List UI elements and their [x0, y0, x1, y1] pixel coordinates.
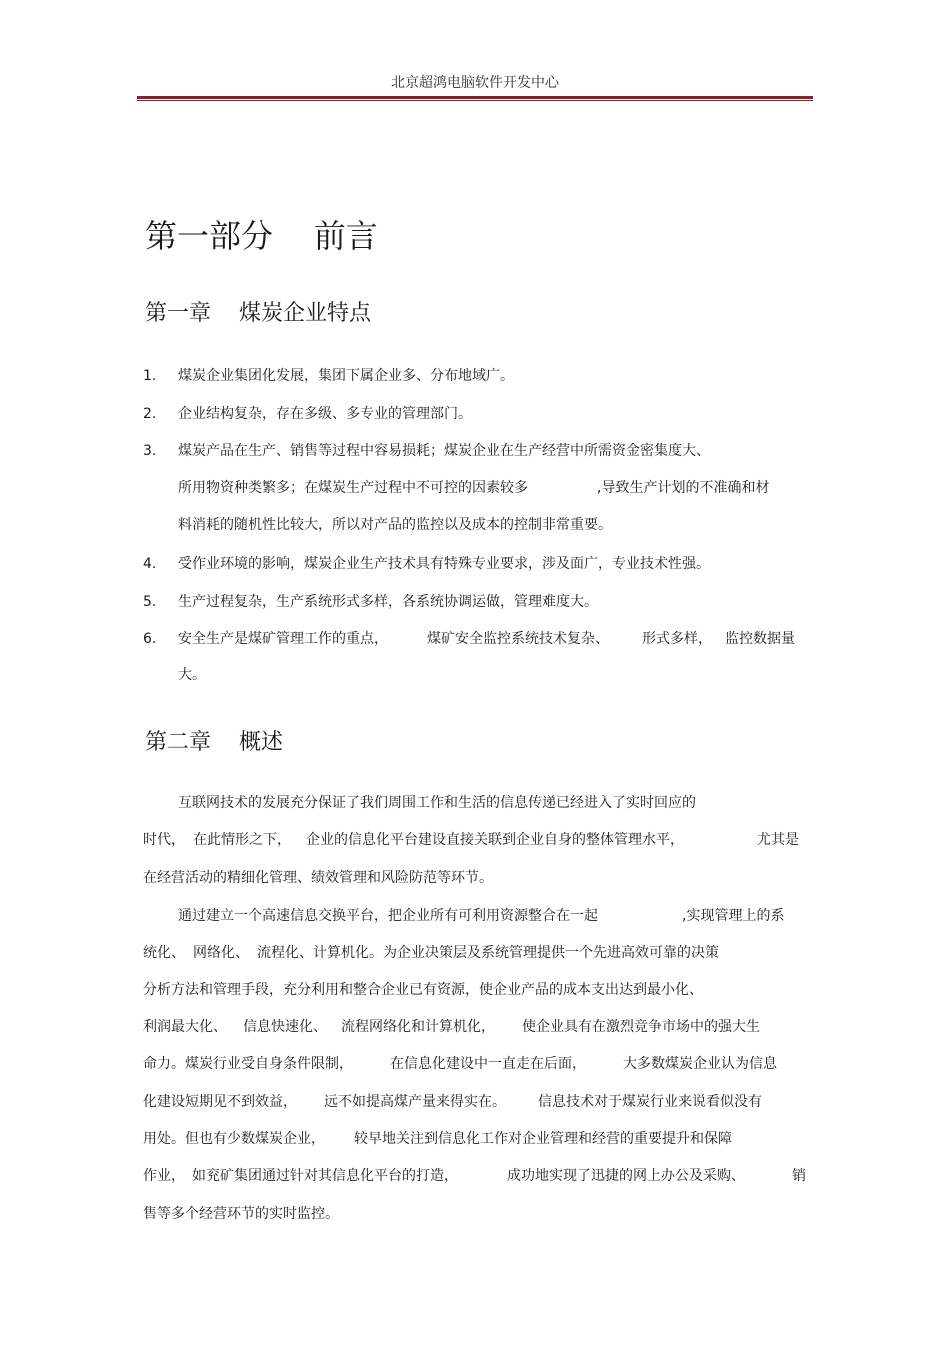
list-text: 形式多样， [642, 631, 712, 647]
chapter2-title: 第二章 概述 [145, 730, 283, 755]
paragraph-line: 信息快速化、 [243, 1019, 327, 1035]
list-number: 1. [143, 368, 157, 384]
paragraph-line: 在信息化建设中一直走在后面， [390, 1056, 586, 1072]
list-text: 安全生产是煤矿管理工作的重点， [178, 631, 388, 647]
paragraph-line: 分析方法和管理手段，充分利用和整合企业已有资源，使企业产品的成本支出达到最小化、 [143, 982, 703, 998]
list-number: 3. [143, 443, 157, 459]
paragraph-line: 通过建立一个高速信息交换平台，把企业所有可利用资源整合在一起 [178, 908, 598, 924]
paragraph-line: 在此情形之下， [193, 832, 291, 848]
list-text: 生产过程复杂，生产系统形式多样，各系统协调运做，管理难度大。 [178, 594, 598, 610]
paragraph-line: 流程网络化和计算机化， [341, 1019, 495, 1035]
header-title: 北京超鸿电脑软件开发中心 [391, 75, 559, 91]
paragraph-line: 如兖矿集团通过针对其信息化平台的打造， [192, 1168, 458, 1184]
paragraph-line: 尤其是 [757, 832, 799, 848]
list-text: 企业结构复杂，存在多级、多专业的管理部门。 [178, 406, 472, 422]
paragraph-line: ,实现管理上的系 [682, 908, 785, 924]
list-text: 煤炭产品在生产、销售等过程中容易损耗；煤炭企业在生产经营中所需资金密集度大、 [178, 443, 710, 459]
list-text: 大。 [178, 667, 206, 683]
paragraph-line: 较早地关注到信息化工作对企业管理和经营的重要提升和保障 [354, 1131, 732, 1147]
header-rule-thin [137, 100, 813, 101]
paragraph-line: 在经营活动的精细化管理、绩效管理和风险防范等环节。 [143, 870, 493, 886]
paragraph-line: 统化、 [143, 945, 185, 961]
paragraph-line: 大多数煤炭企业认为信息 [623, 1056, 777, 1072]
paragraph-line: 用处。但也有少数煤炭企业， [143, 1131, 325, 1147]
paragraph-line: 网络化、 [193, 945, 249, 961]
list-text: 所用物资种类繁多；在煤炭生产过程中不可控的因素较多 [178, 480, 528, 496]
list-text: 监控数据量 [725, 631, 795, 647]
paragraph-line: 作业， [143, 1168, 185, 1184]
paragraph-line: 命力。煤炭行业受自身条件限制， [143, 1056, 353, 1072]
list-text: 料消耗的随机性比较大，所以对产品的监控以及成本的控制非常重要。 [178, 517, 612, 533]
paragraph-line: 使企业具有在激烈竞争市场中的强大生 [522, 1019, 760, 1035]
paragraph-line: 流程化、计算机化。为企业决策层及系统管理提供一个先进高效可靠的决策 [257, 945, 719, 961]
paragraph-line: 时代， [143, 832, 185, 848]
list-text: ,导致生产计划的不准确和材 [597, 480, 770, 496]
paragraph-line: 互联网技术的发展充分保证了我们周围工作和生活的信息传递已经进入了实时回应的 [178, 795, 696, 811]
paragraph-line: 利润最大化、 [143, 1019, 227, 1035]
paragraph-line: 企业的信息化平台建设直接关联到企业自身的整体管理水平， [306, 832, 684, 848]
list-text: 受作业环境的影响，煤炭企业生产技术具有特殊专业要求，涉及面广，专业技术性强。 [178, 556, 710, 572]
paragraph-line: 成功地实现了迅捷的网上办公及采购、 [507, 1168, 745, 1184]
list-number: 4. [143, 556, 157, 572]
header-rule-thick [137, 96, 813, 99]
paragraph-line: 化建设短期见不到效益， [143, 1094, 297, 1110]
paragraph-line: 售等多个经营环节的实时监控。 [143, 1206, 339, 1222]
list-text: 煤炭企业集团化发展，集团下属企业多、分布地域广。 [178, 368, 514, 384]
chapter1-title: 第一章 煤炭企业特点 [145, 301, 371, 326]
paragraph-line: 信息技术对于煤炭行业来说看似没有 [538, 1094, 762, 1110]
list-number: 2. [143, 406, 157, 422]
paragraph-line: 销 [792, 1168, 806, 1184]
list-number: 6. [143, 631, 157, 647]
list-number: 5. [143, 594, 157, 610]
list-text: 煤矿安全监控系统技术复杂、 [427, 631, 609, 647]
paragraph-line: 远不如提高煤产量来得实在。 [324, 1094, 506, 1110]
part-title: 第一部分 前言 [145, 217, 378, 255]
